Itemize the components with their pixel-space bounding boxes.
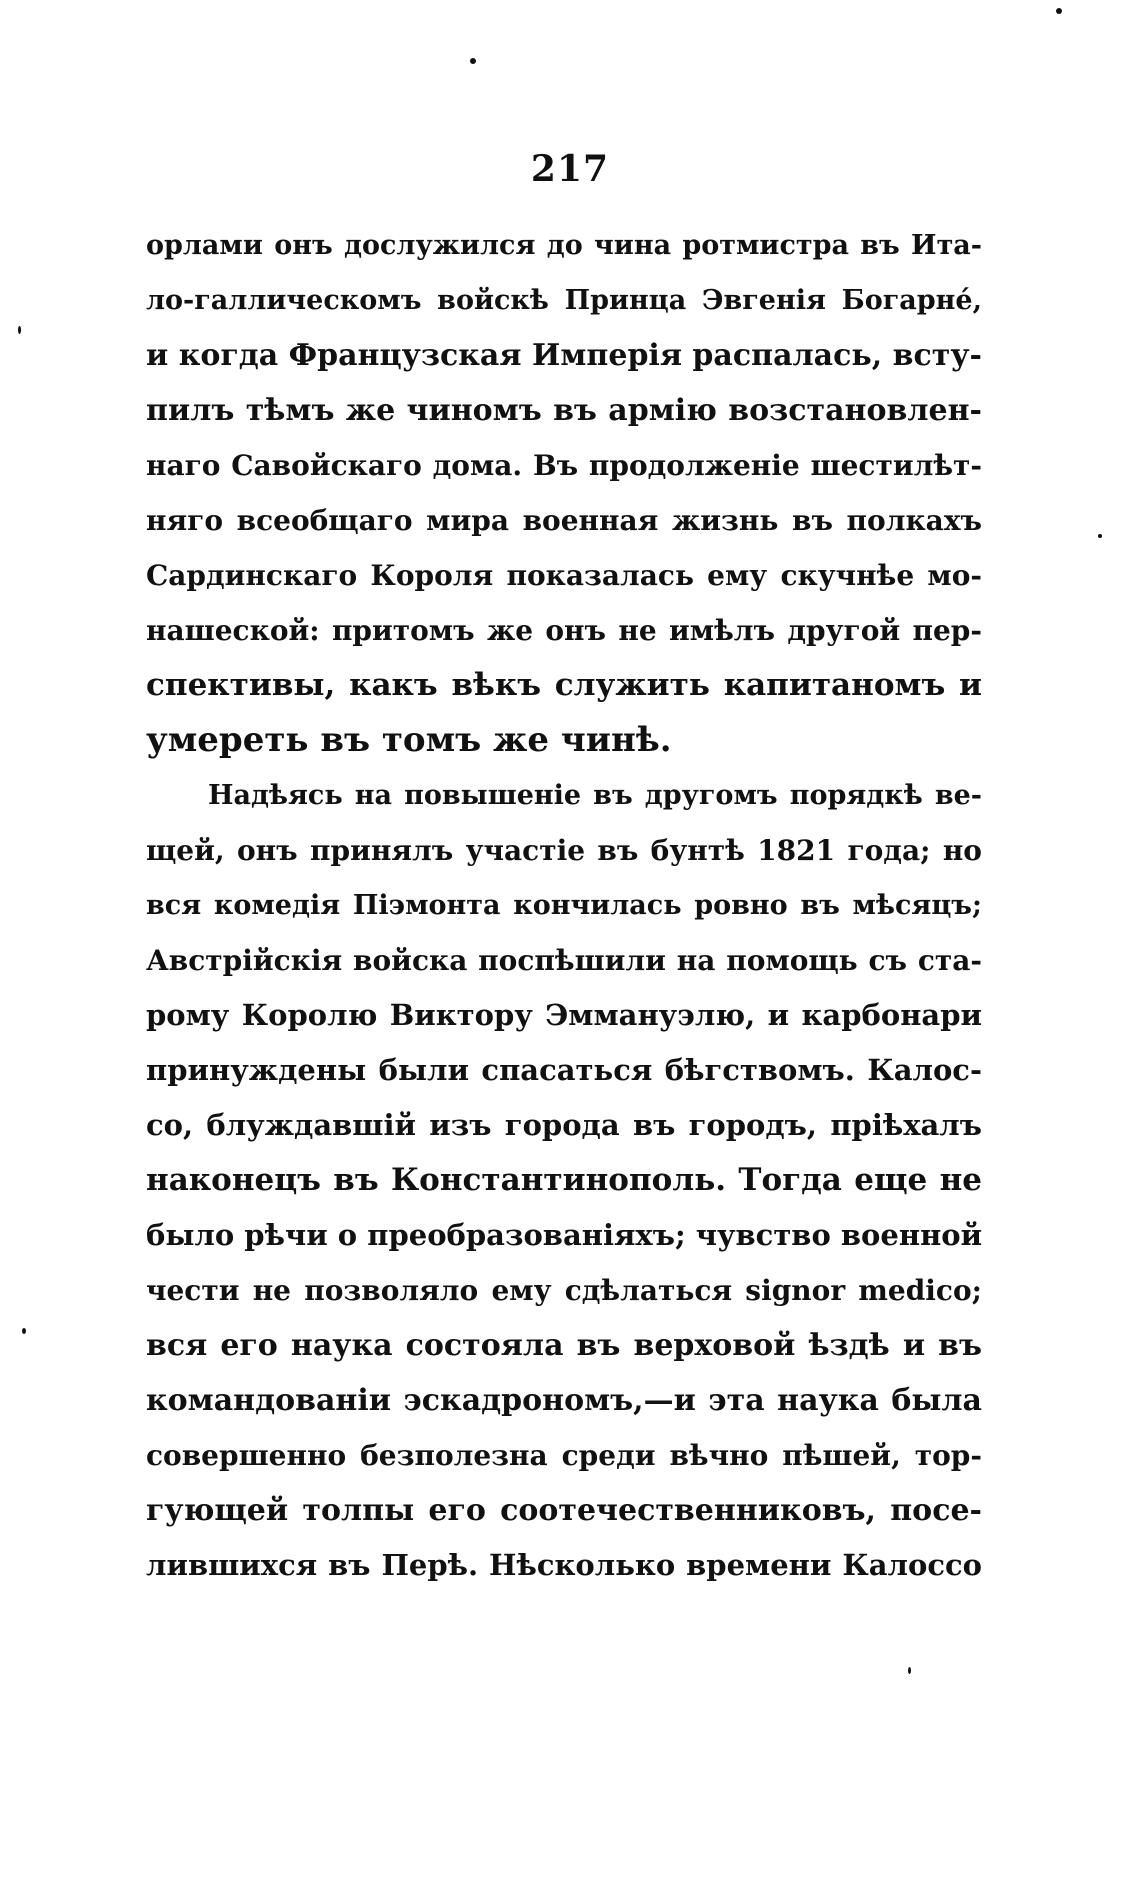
text-line: пилъ тѣмъ же чиномъ въ армію возстановлен-: [146, 393, 982, 428]
text-line: совершенно безполезна среди вѣчно пѣшей, тор-: [146, 1439, 982, 1472]
text-line: рому Королю Виктору Эммануэлю, и карбонари: [146, 998, 982, 1032]
scan-speck: [1056, 8, 1062, 14]
text-line: наконецъ въ Константинополь. Тогда еще не: [146, 1162, 982, 1198]
text-line: со, блуждавшій изъ города въ городъ, пріѣхалъ: [146, 1108, 982, 1142]
text-line: ло-галлическомъ войскѣ Принца Эвгенія Богарнé,: [146, 285, 982, 316]
text-line: принуждены были спасаться бѣгствомъ. Калос-: [146, 1053, 982, 1087]
text-line: и когда Французская Имперія распалась, всту-: [146, 338, 982, 373]
text-line: няго всеобщаго мира военная жизнь въ полкахъ: [146, 504, 982, 537]
text-line: лившихся въ Перѣ. Нѣсколько времени Калоссо: [146, 1548, 982, 1582]
text-line: щей, онъ принялъ участіе въ бунтѣ 1821 года; но: [146, 834, 982, 867]
text-line: было рѣчи о преобразованіяхъ; чувство военной: [146, 1218, 983, 1252]
text-line: вся его наука состояла въ верховой ѣздѣ и въ: [146, 1328, 982, 1363]
text-line: Австрійскія войска поспѣшили на помощь съ ста-: [146, 944, 982, 977]
text-line: вся комедія Піэмонта кончилась ровно въ мѣсяцъ;: [146, 890, 982, 921]
text-line: нашеской: притомъ же онъ не имѣлъ другой пер-: [146, 614, 982, 647]
text-line: Сардинскаго Короля показалась ему скучнѣе мо-: [146, 559, 982, 592]
text-line: орлами онъ дослужился до чина ротмистра въ Ита-: [146, 230, 982, 261]
text-line: умереть въ томъ же чинѣ.: [146, 720, 672, 760]
scan-speck: [908, 1667, 911, 1674]
text-line: спективы, какъ вѣкъ служить капитаномъ и: [146, 667, 982, 703]
body-text: [146, 218, 982, 1593]
text-line: Надѣясь на повышеніе въ другомъ порядкѣ ве-: [208, 780, 982, 811]
scan-speck: [470, 58, 476, 64]
text-line: наго Савойскаго дома. Въ продолженіе шестилѣт-: [146, 449, 982, 482]
scan-speck: [22, 1328, 26, 1334]
text-line: чести не позволяло ему сдѣлаться signor medico;: [146, 1274, 982, 1307]
scan-speck: [1098, 534, 1102, 538]
text-line: гующей толпы его соотечественниковъ, посе-: [146, 1493, 982, 1528]
text-line: командованіи эскадрономъ,—и эта наука была: [146, 1383, 982, 1418]
scan-speck: [18, 326, 21, 334]
page-number: 217: [530, 148, 610, 190]
